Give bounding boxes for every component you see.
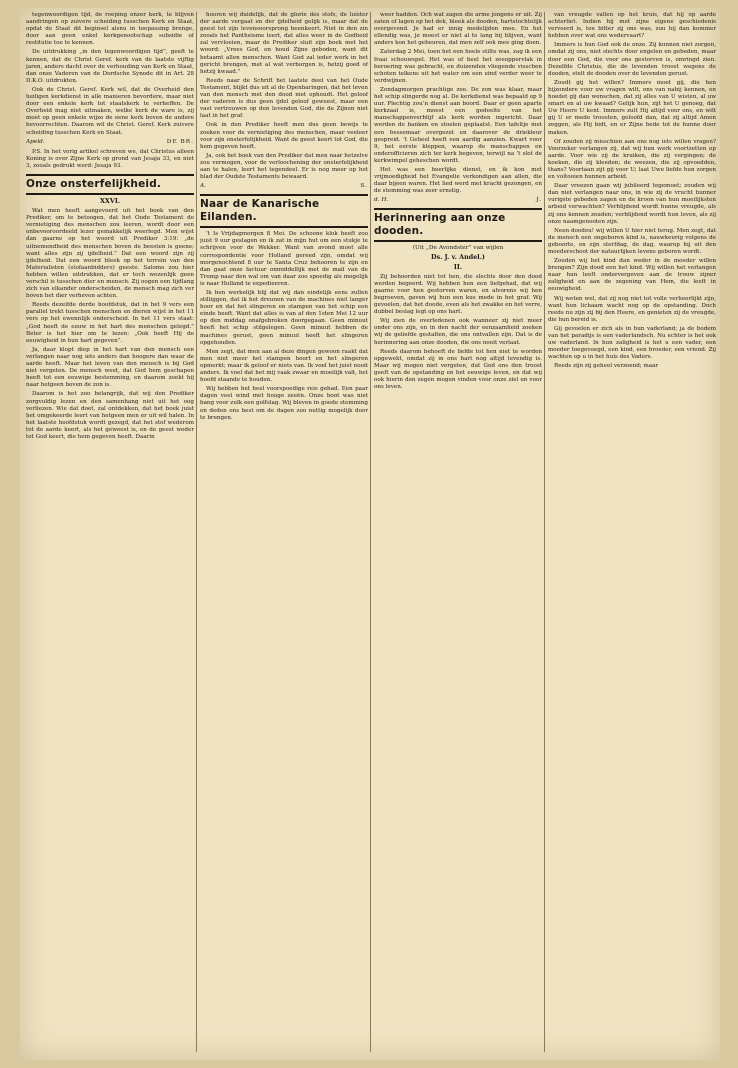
signature-place: Apeld. — [26, 138, 45, 145]
article-paragraph: Wij hebben het heel voorspoedige reis gehad. Een paar dagen veel wind met hooge zeeën. Onze boot was niet bang voor zulk een golfslag. Wij bleven in goede stemming en deden ons best om de dagen zoo nuttig mogelijk door te brengen. — [200, 386, 368, 421]
article-paragraph: Het was een heerlijke dienst, en ik kon met vrijmoedigheid het Evangelie verkondigen aan allen, die daar bijeen waren. Het lied werd met kracht gezongen, en de stemming was zeer ernstig. — [374, 166, 542, 195]
newspaper-page — [20, 8, 720, 1060]
article-paragraph: Immers is hun God ook de onze. Zij kunnen niet zorgen, omdat zij ons, niet slechts door engelen en gebeden, maar door een God, die voor ons gestorven is, omringd zien. Dezelfde Christus, die de levenden troost wegens de dooden, stelt de dooden over de levenden gerust. — [548, 42, 716, 77]
article-paragraph: van vreugde vallen op het kruis, dat hij op aarde achterliet. Indien hij met zijne eigene geschiedenis vervoerd is, toe bitter zij ons was, zou hij dan kommer hebben over wat ons wedervaart? — [548, 12, 716, 40]
article-paragraph: Wij zien de overledenen ook wanneer zij niet meer onder ons zijn, en in den nacht der eenzaamheid zoeken wij de geliefde gestalten, die ons ontvallen zijn. Dat is de herinnering aan onze dooden, die ons nooit verlaat. — [374, 318, 542, 346]
article-paragraph: Neen doodeu! wij willen U hier niet terug. Men zegt, dat de mensch een ongeboren kind is, nauwkeurig volgens de geboorte, en zijn sterfdag, de dag, waarop hij uit den moederschoot der natuurlijken levens geboren wordt. — [548, 227, 716, 255]
signature-initials: DE BR. — [166, 138, 194, 145]
article-paragraph: tegenwoordigen tijd, de roeping onzer kerk, te blijven aandringen op zuivere scheiding tusschen Kerk en Staat, opdat de Staat dit beginsel alsnu in toepassing brenge, door aan geen enkel kerkgenootschap subsidie of restitutie toe te kennen. — [26, 12, 194, 47]
article-paragraph: De uitdrukking „in den tegenwoordigen tijd”, geeft te kennen, dat de Christ Geref. kerk van de laatste vijftig jaren, anders dacht over de verhouding van Kerk en Staat, dan onze Vaderen van de Dordsche Synode dit in Art. 28 D.K.O. uitdrukten. — [26, 49, 194, 84]
article-paragraph: Zaterdag 2 Mei, toen het een heele stilte was, zag ik een fraai schouwspel. Het was of heel het zeeoppervlak in beroering was gebracht, en duizenden vliegende visschen schoten telkens uit het water om een eind verder weer te verdwijnen. — [374, 49, 542, 84]
column-4 — [548, 12, 716, 1052]
article-source: (Uit „De Avondster” van wijlen — [412, 245, 504, 252]
article-paragraph: Ook in den Prediker heeft men dus geen bewijs te zoeken voor de vernietiging des menschen, maar veeleer voor zijn onsterfelijkheid. Want de geest keert tot God, die hem gegeven heeft. — [200, 122, 368, 150]
article-paragraph: Ik ben werkelijk blij dat wij dan eindelijk eens zullen stilliggen, dat ik het dreunen van de machines niet langer hoor en dat het slingeren en stampen van het schip een einde heeft. Want dat alles is van af den 1sten Mei 12 uur op den middag onafgebroken doorgegaan. Geen minuut heeft het schip stilgelegen. Geen minuut hebben de machines gerust, geen minuut heeft het slingeren opgehouden. — [200, 290, 368, 346]
article-paragraph: Reeds daarom behoeft de liefde tot hen niet te worden opgewekt, omdat zij in ons hart nog altijd levendig is. Maar wij mogen niet vergeten, dat God ons den troost geeft van de opstanding en het eeuwige leven, en dat wij ook hierin den zegen mogen vinden voor onze ziel en voor ons leven. — [374, 348, 542, 391]
article-paragraph: Reeds naar de Schrift het laatste deel van het Oude Testament, blijkt dus uit al de Openbaringen, dat het leven van den mensch met den dood niet ophoudt. Het geloof der vaderen is dus geen ijdel geloof geweest, maar een vast vertrouwen op den levenden God, die de Zijnen niet laat in het graf. — [200, 77, 368, 120]
section-heading-onsterfelijkheid: Onze onsterfelijkheid. — [26, 174, 194, 195]
article-paragraph: Zondagmorgen prachtige zee. De zon was klaar, maar het schip slingerde nog al. De kerkdienst was bepaald op 9 uur. Plechtig zou’n dienst aan boord. Daar er geen aparte kerkzaal is, moest een gedeelte van het manschappenverblijf als kerk worden ingericht. Daar werden de banken en stoelen geplaatst. Een tafeltje met een bessemaar overgezet en daarover de driekleur gespreid. ’t Geheel heeft een aardig aanzien. Kwart voor 9, het eerste kleppen, waarop de manschappen en onderofficieren zich ter kerk begeven, terwijl na ’t slot de kerkwimpel geheschen wordt. — [374, 86, 542, 164]
article-paragraph: Reeds zijn zij geheel verzoend; maar — [554, 363, 659, 370]
article-paragraph: Ja, daar klopt diep in het hart van den mensch een verlangen naar nog iets anders dan hoogere dan waar de aarde heeft. Maar het leven van den mensch is bij God niet vergeten. De mensch weet, dat God hem geschapen heeft tot een eeuwige bestemming, en daarom zoekt hij naar hetgeen boven de zon is. — [26, 346, 194, 389]
column-divider — [196, 12, 197, 1052]
article-paragraph: Zouden wij het kind dan weder in de moeder willen brengen? Zijn dood een het kind. Wij willen het verlangen naar hun leeft ondervergeven aan de trouw zijner zaligheid en aan de zegening van Hem, die leeft in eeuwigheid. — [548, 258, 716, 293]
column-divider — [370, 12, 371, 1052]
column-2 — [200, 12, 368, 1052]
article-paragraph: Gij gevoelen er zich als in hun vaderland; ja de bodem van het paradijs is een vaderlandsch. Nu echter is het ook uw vaderland. In hun zaligheid is het u een vader, een moeder toegevoegd, een kind, een broeder, een vriend. Zij wachten op u in het huis des Vaders. — [548, 325, 716, 361]
column-1 — [26, 12, 194, 1052]
article-author: Ds. J. v. Andel.) — [431, 252, 485, 261]
signature-name: A. — [200, 183, 207, 190]
column-divider — [544, 12, 545, 1052]
article-paragraph: Reeds dezelfde derde hoofdstuk, dat in het 9 vers een parallel trekt tusschen menschen en dieren wijst in het 11 vers op het ewennlijk onderscheid. In het 11 vers staat: „God heeft de eeuw in het hart des menschen gelegd.” Beter is het hier om te lezen: „Ook heeft Hij de eeuwigheid in hun hart gegeven”. — [26, 302, 194, 344]
signature-initials: J. — [536, 197, 542, 204]
article-paragraph: ’t Is Vrijdagmorgen 8 Mei. De schoone klok heeft zoo juist 9 uur geslagen en ik zat in mijn hut om een stukje te schrijven voor de Wekker. Want van avond moet alle correspondentie voor Holland gereed zijn, omdat wij morgenochtend 8 uur te Santa Cruz behooren te zijn en dan gaat onze factuur onmiddellijk met de mail van de Tromp naar den wal om van daar zoo spoedig als mogelijk is naar Holland te expedieeren. — [200, 231, 368, 287]
article-paragraph: Of zouden zij misschien aan ons nog iets willen vragen? Voorzeker verlangen zij, dat wij hun werk voortzetten op aarde. Voor wie zij de kruiken, die zij vergingen; de koeken, die zij kleeden; de weezen, die zij opvoedden, thans? Voortaan zijt gij voor U; laat Uwe liefde hun zorgen en voltooien hunnen arbeid. — [548, 138, 716, 181]
column-3 — [374, 12, 542, 1052]
postscript: P.S. In het vorig artikel schreven we, dat Christus alleen Koning is over Zijne Kerk op grond van Jesaja 33, en niet 3, zooals gedrukt werd: Jesaja 93. — [26, 148, 194, 169]
article-paragraph: Daar vreezen gaan wij jubileerd tegemoet; zouden wij dan niet verlangen naar ons, in wie zij de vrucht hunner vurigste gebeden zagen en de kroon van hun moeilijksten arbeid verwachten? Verblijdend wordt hunne vreugde, als zij ons kennen zouden; verblijdend wordt hun leven, als zij onze naamgenooten zijn. — [548, 183, 716, 225]
article-paragraph: Wat men heeft aangevoerd uit het boek van den Prediker, om te betoogen, dat het Oude Testament de vernietiging des menschen zou leeren, wordt door een onbevooroordeeld lezer gemakkelijk weerlegd. Men wijst dan gaarne op het woord uit Prediker 3:19: „de uitnemendheid des menschen boven de beesten is geene; want alles zijn zij ijdelheid.” Dat een woord zijn zij ijdelheid. Dat een woord bleek op het terrein van den Materialisten (stofaanbidders) geeste. Salomo zou hier hebben willen uitdrukken, dat er toch wezenlijk geen verschil is tusschen dier en mensch. Zij oogen een tijdlang zich van elkander onderscheiden, de mensch mag zich ver boven het dier verheven achten. — [26, 208, 194, 300]
article-paragraph: hooren wij duidelijk, dat de glorie des stofs, de luister der aarde vergaat en der ijdelheid gelijk is, maar dat de geest tot zijn levensoorsprong heenkeert. Niet in den zin zooals het Pantheisme leert, dat alles weer in de Godheid zal vervloeien, maar de Prediker sluit zijn boek met het woord: „Vrees God, en houd Zijne geboden, want dit betaamt allen menschen. Want God zal ieder werk in het gericht brengen, met al wat verborgen is, hetzij goed of hetzij kwaad.” — [200, 12, 368, 75]
article-signature — [374, 197, 542, 204]
article-paragraph: Men zegt, dat men aan al deze dingen gewoon raakt dat men niet meer het stampen hoort en het slingeren opmerkt; maar ik geloof er niets van. Ik voel het juist nooit anders. Ik voel dat het mij vaak zwaar en moeilijk valt, het hoofd staande te houden. — [200, 348, 368, 384]
section-heading-kanarische-eilanden: Naar de Kanarische Eilanden. — [200, 194, 368, 228]
article-paragraph: Ja, ook het boek van den Prediker dat men naar hetzelve zou vermogen, voor de verloochening der onsterfelijkheid aan te halen, leert het tegendeel. Er is nog meer op het blad der Oudste Testaments bewaard. — [200, 152, 368, 181]
signature-initials: S. — [360, 183, 368, 190]
article-paragraph: weer hadden. Och wat zagen die arme jongens er uit. Zij zaten of lagen op het dek, bleek als dooden, hartstochtelijk overgevend. Je had er innig medelijden mee. En het ellendig was, je moest er niet al te lang bij blijven, want anders kon het gebeuren, dat men zelf ook mee ging doen. — [374, 12, 542, 47]
article-paragraph: Ook de Christ. Geref. Kerk wil, dat de Overheid den heiligen kerkdienst in alle manieren bevordere, maar niet door een enkele kerk tot staatskerk te verheffen. De Overheid mag niet uitmaken, welke kerk de ware is, zij moet op geen enkele wijze de eene kerk boven de andere bevoorrechten. Daarom wil de Christ. Geref. Kerk zuivere scheiding tusschen Kerk en Staat. — [26, 86, 194, 136]
article-paragraph: Zoudt gij het willen? Immers moet gij, die hen bijzondere voor uw vragen wilt, ons van nabij kennen, en hoedet gij dan wenschen, dat zij alles van U wisten, al uw smart en al uw kwaad? Gelijk hun, zijt het U genoeg, dat Uw Heere U kent. Immers zult Hij altijd voor ons, en wilt gij U er mede troosten, geloofd dan, dat zij altijd Amen zeggen, als Hij bidt, en er Zijne bede tot de hunne door maken. — [548, 79, 716, 136]
article-signature — [26, 139, 194, 146]
part-number: II. — [453, 262, 463, 271]
article-paragraph: Zij behoorden niet tot hen, die slechts door den dood werden begeerd. Wij hebben hen een liefgehad, dat wij gaarne voor hen gestorven waren, en alvorens wij hen begroeven, gaven wij hun een kus mede in het graf. Wij gevoelen, dat het doode, even als het zwakke en het verre, dubbel beslag legt op ons hart. — [374, 273, 542, 316]
article-paragraph: Wij weten wel, dat zij nog niet tot volle verheerlijkt zijn, want hun lichaam wacht nog op de opstanding. Doch reeds nu zijn zij bij den Heere, en genieten zij de vreugde, die hun bereid is. — [548, 295, 716, 323]
part-number: XXVI. — [99, 196, 121, 205]
article-paragraph: Daarom is het zoo belangrijk, dat wij den Prediker zorgvuldig lezen en den samenhang niet uit het oog verliezen. Wie dat doet, zal ontdekken, dat het boek juist het omgekeerde leert van hetgeen men er uit wil halen. In het laatste hoofdstuk wordt gezegd, dat het stof wederom tot de aarde keert, als het geweest is, en de geest weder tot God keert, die hem gegeven heeft. Daarin — [26, 391, 194, 440]
signature-name: d. H. — [374, 197, 389, 204]
article-signature — [200, 183, 368, 190]
section-heading-herinnering: Herinnering aan onze dooden. — [374, 208, 542, 242]
